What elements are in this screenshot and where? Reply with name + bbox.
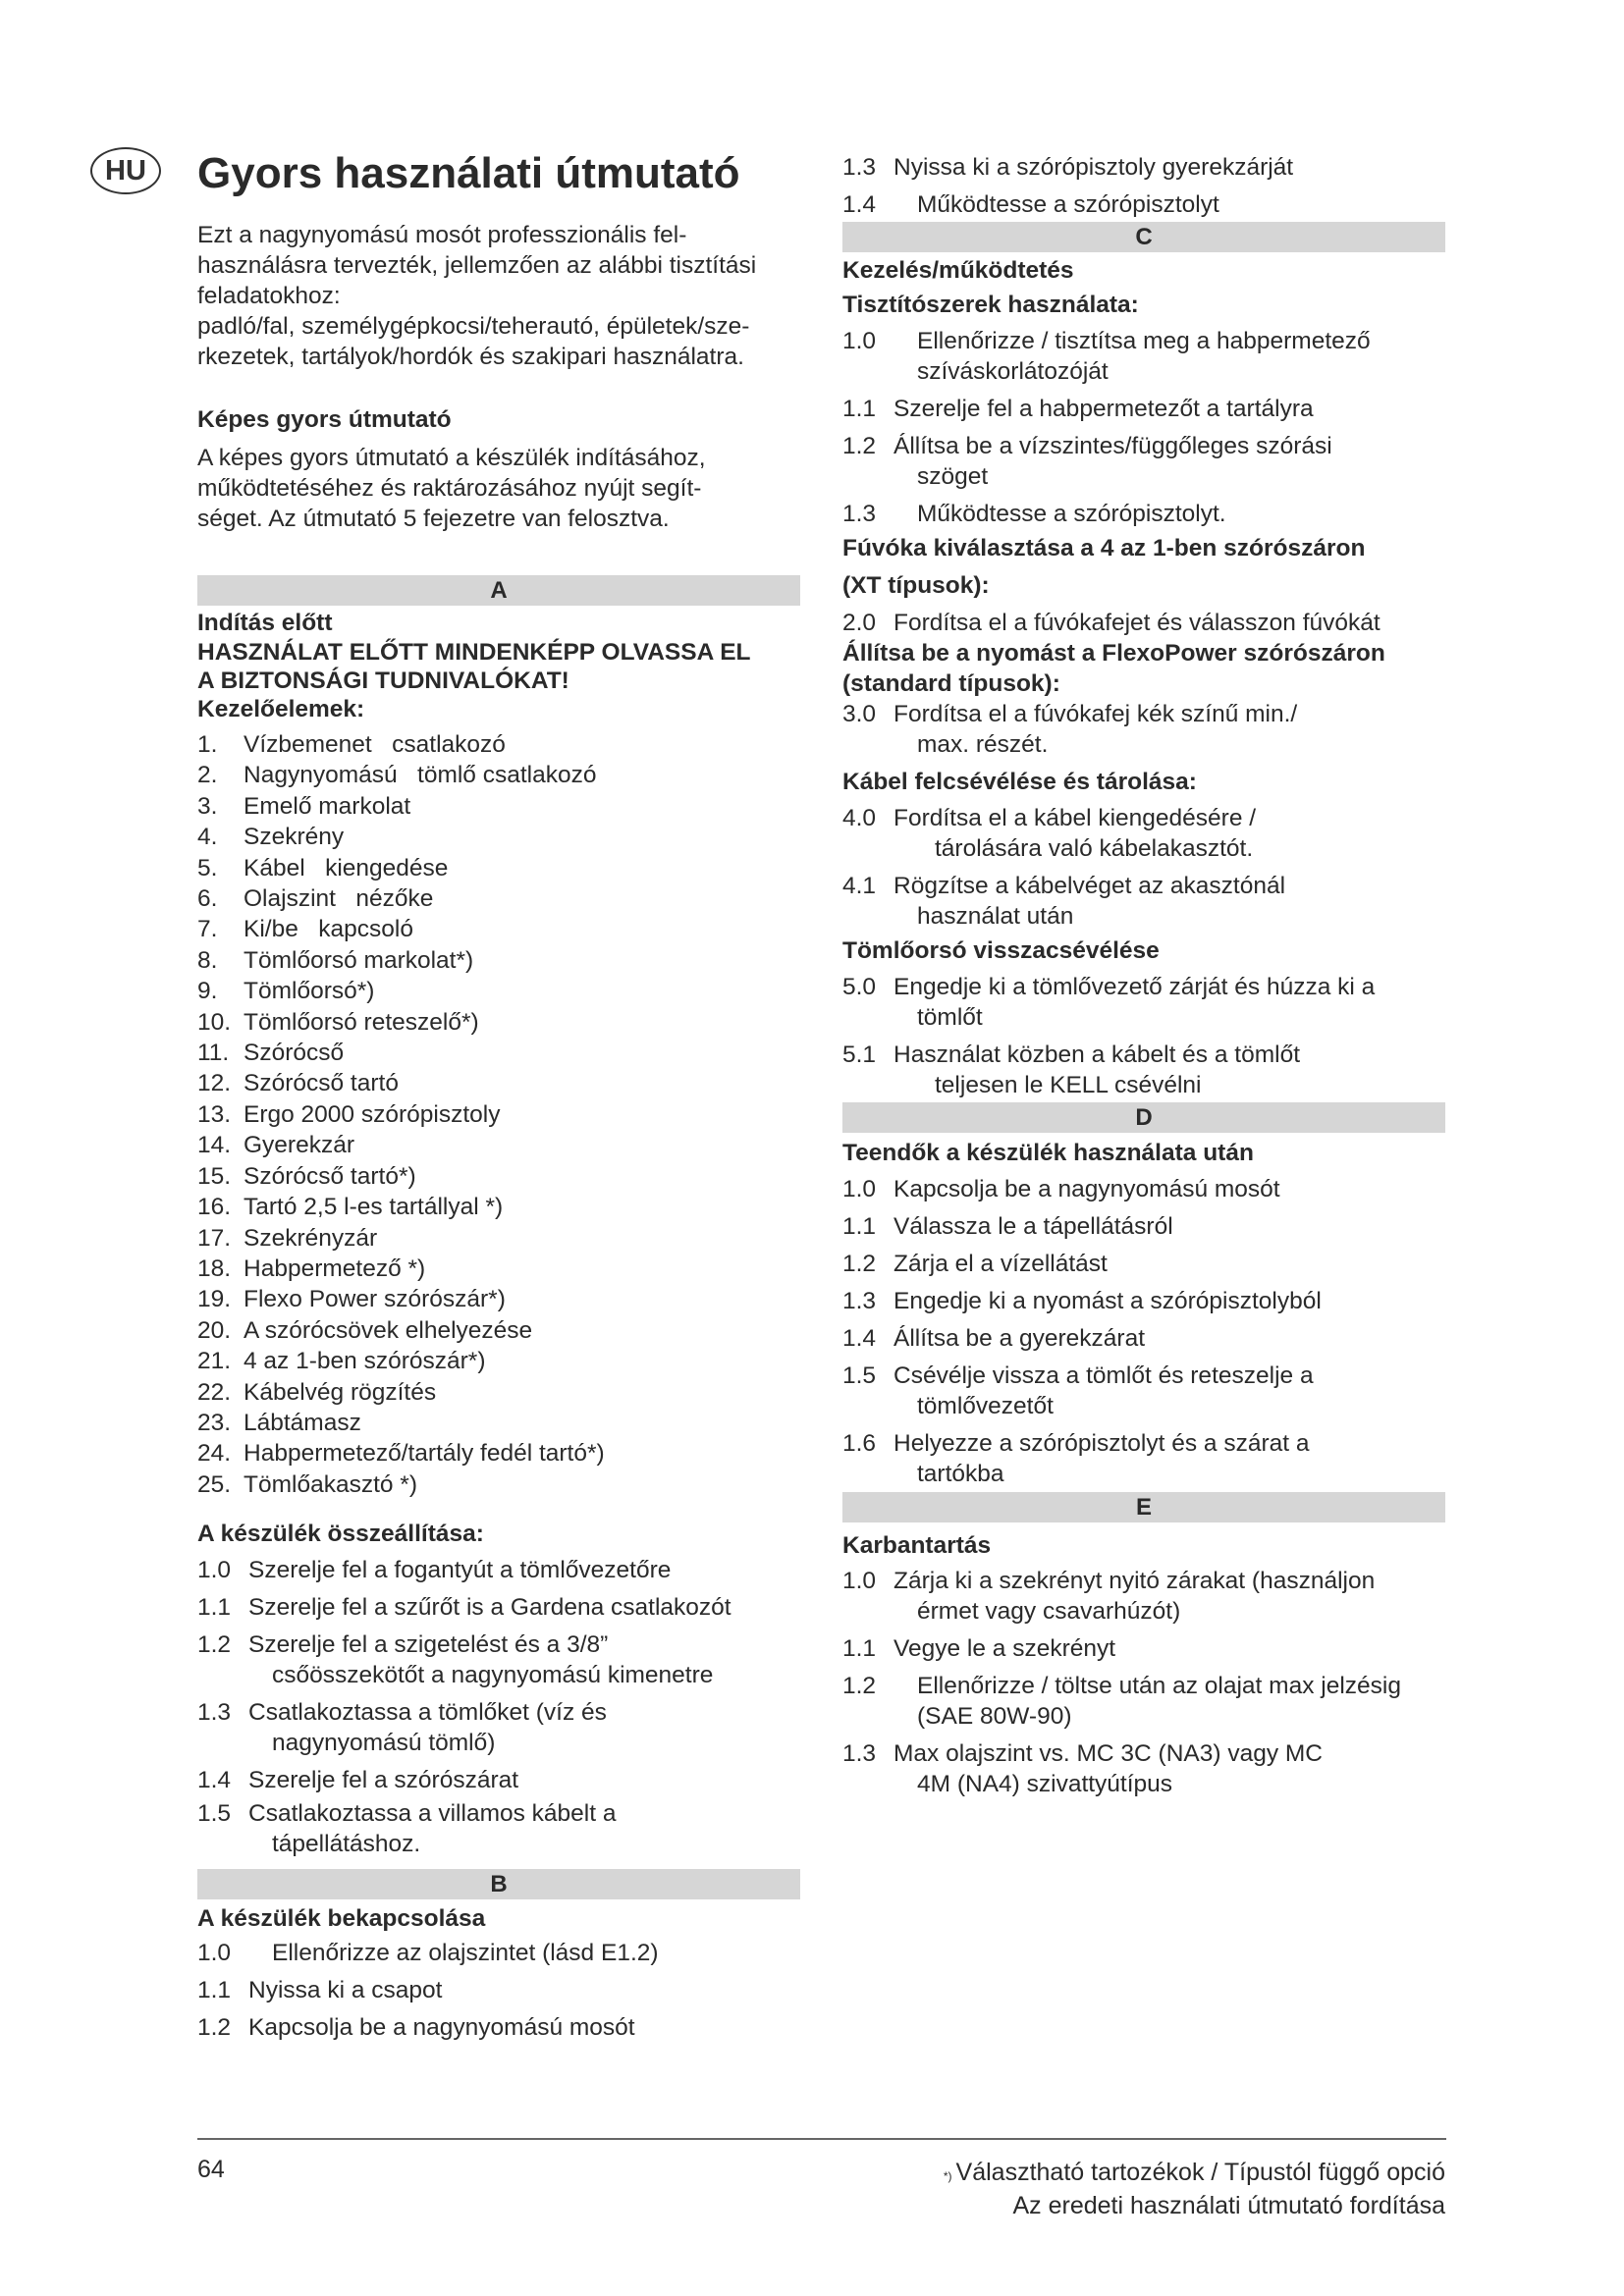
item-text: Nagynyomású tömlő csatlakozó	[244, 762, 597, 789]
item-number: 18.	[197, 1255, 232, 1282]
list-item	[197, 1038, 800, 1068]
section-a-heading: Indítás előtt	[197, 610, 333, 636]
step-text	[893, 1738, 1445, 1799]
step-line: érmet vagy csavarhúzót)	[917, 1598, 1181, 1625]
step-item	[842, 431, 1445, 492]
step-line: teljesen le KELL csévélni	[935, 1072, 1202, 1098]
right-column	[842, 152, 1445, 1799]
step-line: tartókba	[917, 1461, 1004, 1487]
step-text	[893, 431, 1445, 492]
step-line: szöget	[917, 463, 989, 490]
item-number: 19.	[197, 1286, 232, 1313]
step-text: Nyissa ki a szórópisztoly gyerekzárját	[893, 154, 1294, 181]
footnote-mark: *)	[943, 2169, 952, 2183]
list-item	[197, 1192, 800, 1222]
step-text	[248, 1697, 800, 1758]
pictorial-line: séget. Az útmutató 5 fejezetre van felosztva.	[197, 506, 670, 532]
footnote-line: Az eredeti használati útmutató fordítása	[1012, 2192, 1445, 2219]
pictorial-heading: Képes gyors útmutató	[197, 406, 452, 433]
step-number: 1.3	[842, 1740, 877, 1767]
page-number: 64	[197, 2156, 225, 2183]
section-a-bar: A	[197, 575, 800, 606]
step-line: tömlővezetőt	[917, 1393, 1054, 1419]
item-text: Gyerekzár	[244, 1132, 355, 1159]
step-item	[842, 1738, 1445, 1799]
item-number: 1.	[197, 731, 218, 758]
language-badge: HU	[90, 147, 161, 194]
section-b-bar: B	[197, 1869, 800, 1899]
step-item	[842, 499, 1445, 529]
step-text	[248, 1798, 800, 1859]
step-number: 1.0	[842, 1176, 877, 1202]
step-line: Rögzítse a kábelvéget az akasztónál	[893, 873, 1286, 899]
step-line: tárolására való kábelakasztót.	[935, 835, 1254, 862]
item-number: 9.	[197, 978, 218, 1005]
item-text: Vízbemenet csatlakozó	[244, 731, 506, 758]
step-number: 4.0	[842, 805, 877, 831]
cable-heading: Kábel felcsévélése és tárolása:	[842, 769, 1197, 795]
step-item	[842, 1174, 1445, 1204]
list-item	[197, 853, 800, 883]
step-text: Működtesse a szórópisztolyt.	[917, 501, 1226, 527]
step-line: Állítsa be a vízszintes/függőleges szórási	[893, 433, 1332, 459]
step-item	[842, 972, 1445, 1033]
list-item	[197, 1161, 800, 1192]
list-item	[197, 1469, 800, 1500]
step-item	[197, 1555, 800, 1585]
step-number: 1.1	[842, 1213, 877, 1240]
step-line: max. részét.	[917, 731, 1049, 758]
step-item	[842, 1211, 1445, 1242]
step-item	[842, 326, 1445, 387]
maintenance-steps	[842, 1566, 1445, 1799]
step-number: 1.4	[842, 191, 877, 218]
item-text: Ergo 2000 szórópisztoly	[244, 1100, 501, 1128]
footnote-text: Választható tartozékok / Típustól függő opció	[955, 2159, 1445, 2186]
heading-line: (XT típusok):	[842, 572, 990, 599]
list-item	[197, 914, 800, 944]
item-number: 15.	[197, 1162, 232, 1190]
pictorial-paragraph	[197, 443, 800, 534]
after-use-steps	[842, 1174, 1445, 1489]
step-number: 1.2	[197, 2014, 232, 2042]
step-number: 1.0	[842, 1568, 877, 1594]
step-number: 1.3	[842, 154, 877, 181]
step-text: Kapcsolja be a nagynyomású mosót	[248, 2014, 635, 2042]
step-text	[893, 1040, 1445, 1100]
footer-divider	[197, 2138, 1446, 2140]
step-line: tápellátáshoz.	[272, 1831, 421, 1858]
step-line: Engedje ki a tömlővezető zárját és húzza ki a	[893, 974, 1376, 1000]
step-line: Csatlakoztassa a villamos kábelt a	[248, 1800, 617, 1828]
item-number: 21.	[197, 1348, 232, 1375]
item-number: 12.	[197, 1070, 232, 1097]
step-text	[893, 1566, 1445, 1627]
heading-line: Állítsa be a nyomást a FlexoPower szórószáron	[842, 640, 1385, 667]
item-text: Tartó 2,5 l-es tartállyal *)	[244, 1194, 504, 1221]
step-number: 1.1	[842, 1635, 877, 1662]
item-text: Szórócső tartó	[244, 1070, 399, 1097]
step-number: 1.5	[842, 1362, 877, 1389]
step-line: (SAE 80W-90)	[917, 1703, 1072, 1730]
step-number: 1.1	[197, 1977, 232, 2004]
step-number: 1.2	[842, 433, 877, 459]
step-text	[893, 699, 1445, 760]
step-item	[197, 1975, 800, 2005]
item-text: Szekrényzár	[244, 1224, 378, 1252]
item-text: Tömlőakasztó *)	[244, 1470, 418, 1498]
step-number: 1.3	[842, 501, 877, 527]
item-text: Tömlőorsó markolat*)	[244, 946, 474, 974]
step-line: 4M (NA4) szivattyútípus	[917, 1771, 1173, 1797]
step-number: 1.4	[197, 1767, 232, 1794]
step-line: Csévélje vissza a tömlőt és reteszelje a	[893, 1362, 1314, 1389]
item-number: 7.	[197, 916, 218, 943]
list-item	[197, 976, 800, 1006]
list-item	[197, 729, 800, 760]
item-number: 17.	[197, 1224, 232, 1252]
step-number: 3.0	[842, 701, 877, 727]
item-text: Olajszint nézőke	[244, 885, 434, 913]
left-column	[197, 220, 800, 2043]
item-number: 8.	[197, 946, 218, 974]
safety-warning-line: A BIZTONSÁGI TUDNIVALÓKAT!	[197, 667, 569, 694]
step-item	[842, 699, 1445, 760]
step-number: 1.0	[197, 1557, 232, 1584]
item-text: Szórócső	[244, 1040, 345, 1067]
item-number: 14.	[197, 1132, 232, 1159]
item-text: Tömlőorsó reteszelő*)	[244, 1008, 479, 1036]
step-number: 1.0	[842, 328, 877, 354]
step-text	[893, 1428, 1445, 1489]
item-text: Flexo Power szórószár*)	[244, 1286, 506, 1313]
detergent-steps	[842, 326, 1445, 529]
step-item	[197, 1697, 800, 1758]
section-e-bar: E	[842, 1492, 1445, 1522]
step-line: tömlőt	[917, 1004, 983, 1031]
step-text: Kapcsolja be a nagynyomású mosót	[893, 1176, 1280, 1202]
step-text: Engedje ki a nyomást a szórópisztolyból	[893, 1288, 1322, 1314]
pictorial-line: működtetéséhez és raktározásához nyújt segít-	[197, 475, 702, 502]
footnote	[944, 2156, 1445, 2222]
list-item	[197, 1130, 800, 1160]
step-text	[893, 803, 1445, 864]
list-item	[197, 1223, 800, 1254]
list-item	[197, 791, 800, 822]
step-number: 1.1	[197, 1594, 232, 1622]
list-item	[197, 883, 800, 914]
step-line: Max olajszint vs. MC 3C (NA3) vagy MC	[893, 1740, 1324, 1767]
heading-line: (standard típusok):	[842, 670, 1060, 697]
step-text: Szerelje fel a szűrőt is a Gardena csatlakozót	[248, 1594, 731, 1622]
step-text: Szerelje fel a habpermetezőt a tartályra	[893, 396, 1314, 422]
section-e-heading: Karbantartás	[842, 1532, 992, 1559]
hose-reel-heading: Tömlőorsó visszacsévélése	[842, 937, 1160, 964]
step-text	[248, 1629, 800, 1690]
pressure-steps	[842, 699, 1445, 760]
step-text: Vegye le a szekrényt	[893, 1635, 1116, 1662]
intro-paragraph	[197, 220, 800, 372]
item-number: 3.	[197, 792, 218, 820]
step-number: 1.2	[842, 1673, 877, 1699]
list-item	[197, 1007, 800, 1038]
item-text: Habpermetező/tartály fedél tartó*)	[244, 1440, 605, 1468]
step-item	[842, 1671, 1445, 1732]
step-item	[842, 152, 1445, 183]
step-item	[842, 608, 1445, 638]
intro-line: használásra tervezték, jellemzően az alábbi tisztítási	[197, 252, 757, 279]
intro-line: feladatokhoz:	[197, 283, 341, 309]
step-line: nagynyomású tömlő)	[272, 1730, 496, 1757]
step-item	[197, 1765, 800, 1795]
step-line: csőösszekötőt a nagynyomású kimenetre	[272, 1662, 714, 1689]
step-number: 2.0	[842, 610, 877, 636]
step-text	[893, 1361, 1445, 1421]
intro-line: padló/fal, személygépkocsi/teherautó, épületek/sze-	[197, 313, 750, 340]
list-item	[197, 1068, 800, 1098]
pictorial-line: A képes gyors útmutató a készülék indításához,	[197, 445, 706, 471]
step-number: 1.5	[197, 1800, 232, 1828]
list-item	[197, 1099, 800, 1130]
step-item	[842, 1361, 1445, 1421]
section-d-bar: D	[842, 1102, 1445, 1133]
step-number: 1.1	[842, 396, 877, 422]
item-number: 11.	[197, 1040, 230, 1067]
step-text	[893, 326, 1445, 387]
step-item	[197, 1629, 800, 1690]
hose-reel-steps	[842, 972, 1445, 1100]
item-number: 25.	[197, 1470, 232, 1498]
step-line: Fordítsa el a fúvókafej kék színű min./	[893, 701, 1298, 727]
step-text: Működtesse a szórópisztolyt	[917, 191, 1219, 218]
detergent-heading: Tisztítószerek használata:	[842, 292, 1139, 318]
item-text: Lábtámasz	[244, 1409, 361, 1436]
item-number: 4.	[197, 824, 218, 851]
step-text: Zárja el a vízellátást	[893, 1251, 1108, 1277]
step-item	[842, 189, 1445, 220]
step-number: 5.1	[842, 1041, 877, 1068]
power-on-steps-continued	[842, 152, 1445, 220]
step-text: Szerelje fel a szórószárat	[248, 1767, 519, 1794]
safety-warning-line: HASZNÁLAT ELŐTT MINDENKÉPP OLVASSA EL	[197, 639, 751, 666]
section-d-heading: Teendők a készülék használata után	[842, 1140, 1254, 1166]
step-number: 1.6	[842, 1430, 877, 1457]
step-item	[842, 1040, 1445, 1100]
item-number: 10.	[197, 1008, 232, 1036]
step-text: Állítsa be a gyerekzárat	[893, 1325, 1146, 1352]
intro-line: Ezt a nagynyomású mosót professzionális fel-	[197, 222, 687, 248]
item-number: 23.	[197, 1409, 232, 1436]
step-line: Szerelje fel a szigetelést és a 3/8”	[248, 1631, 609, 1659]
cable-steps	[842, 803, 1445, 932]
assembly-heading: A készülék összeállítása:	[197, 1521, 484, 1548]
item-text: Kábelvég rögzítés	[244, 1378, 437, 1406]
list-item	[197, 1377, 800, 1408]
step-item	[842, 1566, 1445, 1627]
item-text: Emelő markolat	[244, 792, 411, 820]
step-text: Szerelje fel a fogantyút a tömlővezetőre	[248, 1557, 672, 1584]
intro-line: rkezetek, tartályok/hordók és szakipari használatra.	[197, 344, 744, 370]
item-text: Tömlőorsó*)	[244, 978, 375, 1005]
list-item	[197, 1408, 800, 1438]
footnote-line	[944, 2156, 1445, 2189]
step-number: 4.1	[842, 873, 877, 899]
step-text	[893, 972, 1445, 1033]
step-number: 1.2	[842, 1251, 877, 1277]
step-line: használat után	[917, 903, 1074, 930]
step-item	[197, 1938, 800, 1968]
item-number: 20.	[197, 1316, 232, 1344]
section-c-bar: C	[842, 222, 1445, 252]
section-b-heading: A készülék bekapcsolása	[197, 1905, 486, 1933]
item-text: Kábel kiengedése	[244, 854, 449, 881]
step-line: Ellenőrizze / tisztítsa meg a habpermetező	[917, 328, 1371, 354]
power-on-steps	[197, 1938, 800, 2043]
step-item	[842, 1286, 1445, 1316]
list-item	[197, 760, 800, 790]
item-number: 13.	[197, 1100, 232, 1128]
step-line: Helyezze a szórópisztolyt és a szárat a	[893, 1430, 1310, 1457]
item-text: 4 az 1-ben szórószár*)	[244, 1348, 486, 1375]
step-line: szíváskorlátozóját	[917, 358, 1109, 385]
heading-line: Fúvóka kiválasztása a 4 az 1-ben szórószáron	[842, 535, 1366, 561]
item-number: 16.	[197, 1194, 232, 1221]
step-item	[842, 803, 1445, 864]
assembly-steps	[197, 1555, 800, 1859]
step-number: 5.0	[842, 974, 877, 1000]
item-text: Habpermetező *)	[244, 1255, 426, 1282]
step-text	[893, 871, 1445, 932]
nozzle-heading	[842, 533, 1445, 601]
step-text: Fordítsa el a fúvókafejet és válasszon fúvókát	[893, 610, 1380, 636]
item-text: A szórócsövek elhelyezése	[244, 1316, 533, 1344]
step-text: Nyissa ki a csapot	[248, 1977, 443, 2004]
item-number: 6.	[197, 885, 218, 913]
page-title: Gyors használati útmutató	[197, 149, 740, 197]
item-number: 2.	[197, 762, 218, 789]
step-item	[842, 394, 1445, 424]
step-number: 1.0	[197, 1940, 232, 1967]
item-text: Szórócső tartó*)	[244, 1162, 416, 1190]
item-number: 22.	[197, 1378, 232, 1406]
step-line: Használat közben a kábelt és a tömlőt	[893, 1041, 1301, 1068]
section-c-heading: Kezelés/működtetés	[842, 257, 1074, 284]
step-item	[842, 871, 1445, 932]
step-item	[842, 1323, 1445, 1354]
list-item	[197, 822, 800, 852]
list-item	[197, 1315, 800, 1346]
list-item	[197, 1346, 800, 1376]
list-item	[197, 945, 800, 976]
controls-heading: Kezelőelemek:	[197, 696, 365, 722]
step-item	[842, 1249, 1445, 1279]
step-item	[842, 1633, 1445, 1664]
list-item	[197, 1438, 800, 1468]
step-text: Ellenőrizze az olajszintet (lásd E1.2)	[272, 1940, 659, 1967]
step-line: Csatlakoztassa a tömlőket (víz és	[248, 1699, 607, 1727]
nozzle-steps	[842, 608, 1445, 638]
pressure-heading	[842, 638, 1445, 699]
step-text	[893, 1671, 1445, 1732]
item-number: 24.	[197, 1440, 232, 1468]
step-item	[842, 1428, 1445, 1489]
step-item	[197, 2012, 800, 2043]
step-item	[197, 1798, 800, 1859]
item-text: Szekrény	[244, 824, 345, 851]
step-number: 1.3	[197, 1699, 232, 1727]
step-line: Ellenőrizze / töltse után az olajat max jelzésig	[917, 1673, 1401, 1699]
step-line: Zárja ki a szekrényt nyitó zárakat (használjon	[893, 1568, 1376, 1594]
step-text: Válassza le a tápellátásról	[893, 1213, 1173, 1240]
controls-list	[197, 729, 800, 1500]
step-number: 1.4	[842, 1325, 877, 1352]
list-item	[197, 1284, 800, 1314]
step-item	[197, 1592, 800, 1623]
item-number: 5.	[197, 854, 218, 881]
step-number: 1.3	[842, 1288, 877, 1314]
item-text: Ki/be kapcsoló	[244, 916, 413, 943]
step-number: 1.2	[197, 1631, 232, 1659]
list-item	[197, 1254, 800, 1284]
step-line: Fordítsa el a kábel kiengedésére /	[893, 805, 1257, 831]
